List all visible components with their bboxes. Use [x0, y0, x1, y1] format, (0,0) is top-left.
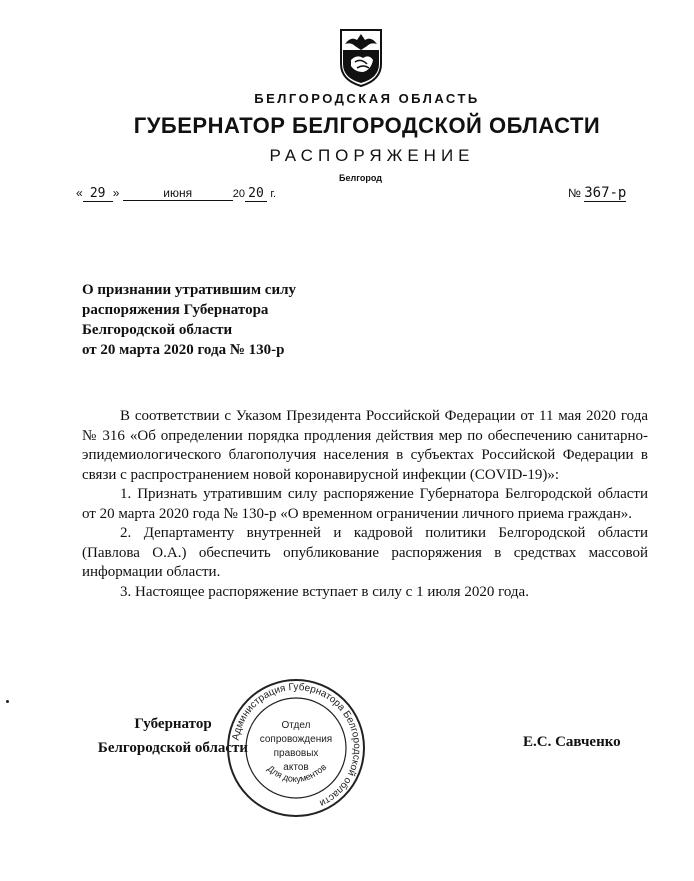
number-label: № [568, 186, 581, 200]
subject-line: О признании утратившим силу [82, 282, 296, 298]
date-quote-open: « [76, 186, 83, 200]
coat-of-arms-emblem [337, 26, 385, 88]
body-paragraph-item-3: 3. Настоящее распоряжение вступает в силу с 1 июля 2020 года. [120, 583, 529, 600]
date-year-prefix: 20 [232, 188, 245, 200]
number-value: 367-р [584, 185, 627, 201]
date-quote-close: » [112, 186, 120, 200]
signatory-position-line: Белгородской области [97, 740, 249, 756]
document-date [76, 186, 276, 202]
stamp-center-line: актов [283, 762, 309, 773]
body-paragraph-preamble: В соответствии с Указом Президента Российской Федерации от 11 мая 2020 года № 316 «Об определении порядка продления действия мер по обеспечению санитарно-эпидемиологического благополучия населения в субъектах Российской Федерации в связи с распространением новой коронавирусной инфекции (COVID-19)»: [82, 408, 648, 483]
document-number [568, 185, 626, 201]
subject-line: распоряжения Губернатора [82, 302, 269, 318]
stamp-ring-text: Администрация Губернатора Белгородской области [230, 681, 363, 809]
subject-line: Белгородской области [82, 322, 233, 338]
stamp-center-line: правовых [273, 748, 319, 759]
date-year-mark: г. [270, 188, 277, 200]
subject-line: от 20 марта 2020 года № 130-р [82, 342, 285, 358]
stamp-center-line: Отдел [281, 720, 311, 731]
date-month: июня [123, 186, 233, 201]
body-paragraph-item-1: 1. Признать утратившим силу распоряжение Губернатора Белгородской области от 20 марта 2020 года № 130-р «О временном ограничении личного приема граждан». [82, 486, 648, 522]
signatory-name: Е.С. Савченко [523, 734, 621, 750]
official-stamp [226, 678, 366, 818]
signatory-position-line: Губернатор [134, 716, 212, 732]
date-day: 29 [83, 187, 113, 202]
scan-speck [6, 700, 9, 703]
stamp-center-line: сопровождения [259, 734, 333, 745]
governor-title: ГУБЕРНАТОР БЕЛГОРОДСКОЙ ОБЛАСТИ [133, 113, 601, 138]
document-type: РАСПОРЯЖЕНИЕ [269, 146, 475, 165]
date-year-suffix: 20 [245, 187, 267, 202]
region-name: БЕЛГОРОДСКАЯ ОБЛАСТЬ [254, 91, 480, 106]
city-name: Белгород [339, 173, 382, 183]
body-paragraph-item-2: 2. Департаменту внутренней и кадровой политики Белгородской области (Павлова О.А.) обеспечить опубликование распоряжения в средствах массовой информации области. [82, 525, 648, 580]
document-subject [82, 280, 296, 360]
document-body [82, 407, 648, 602]
stamp-bottom-text: Для документов [265, 761, 329, 785]
